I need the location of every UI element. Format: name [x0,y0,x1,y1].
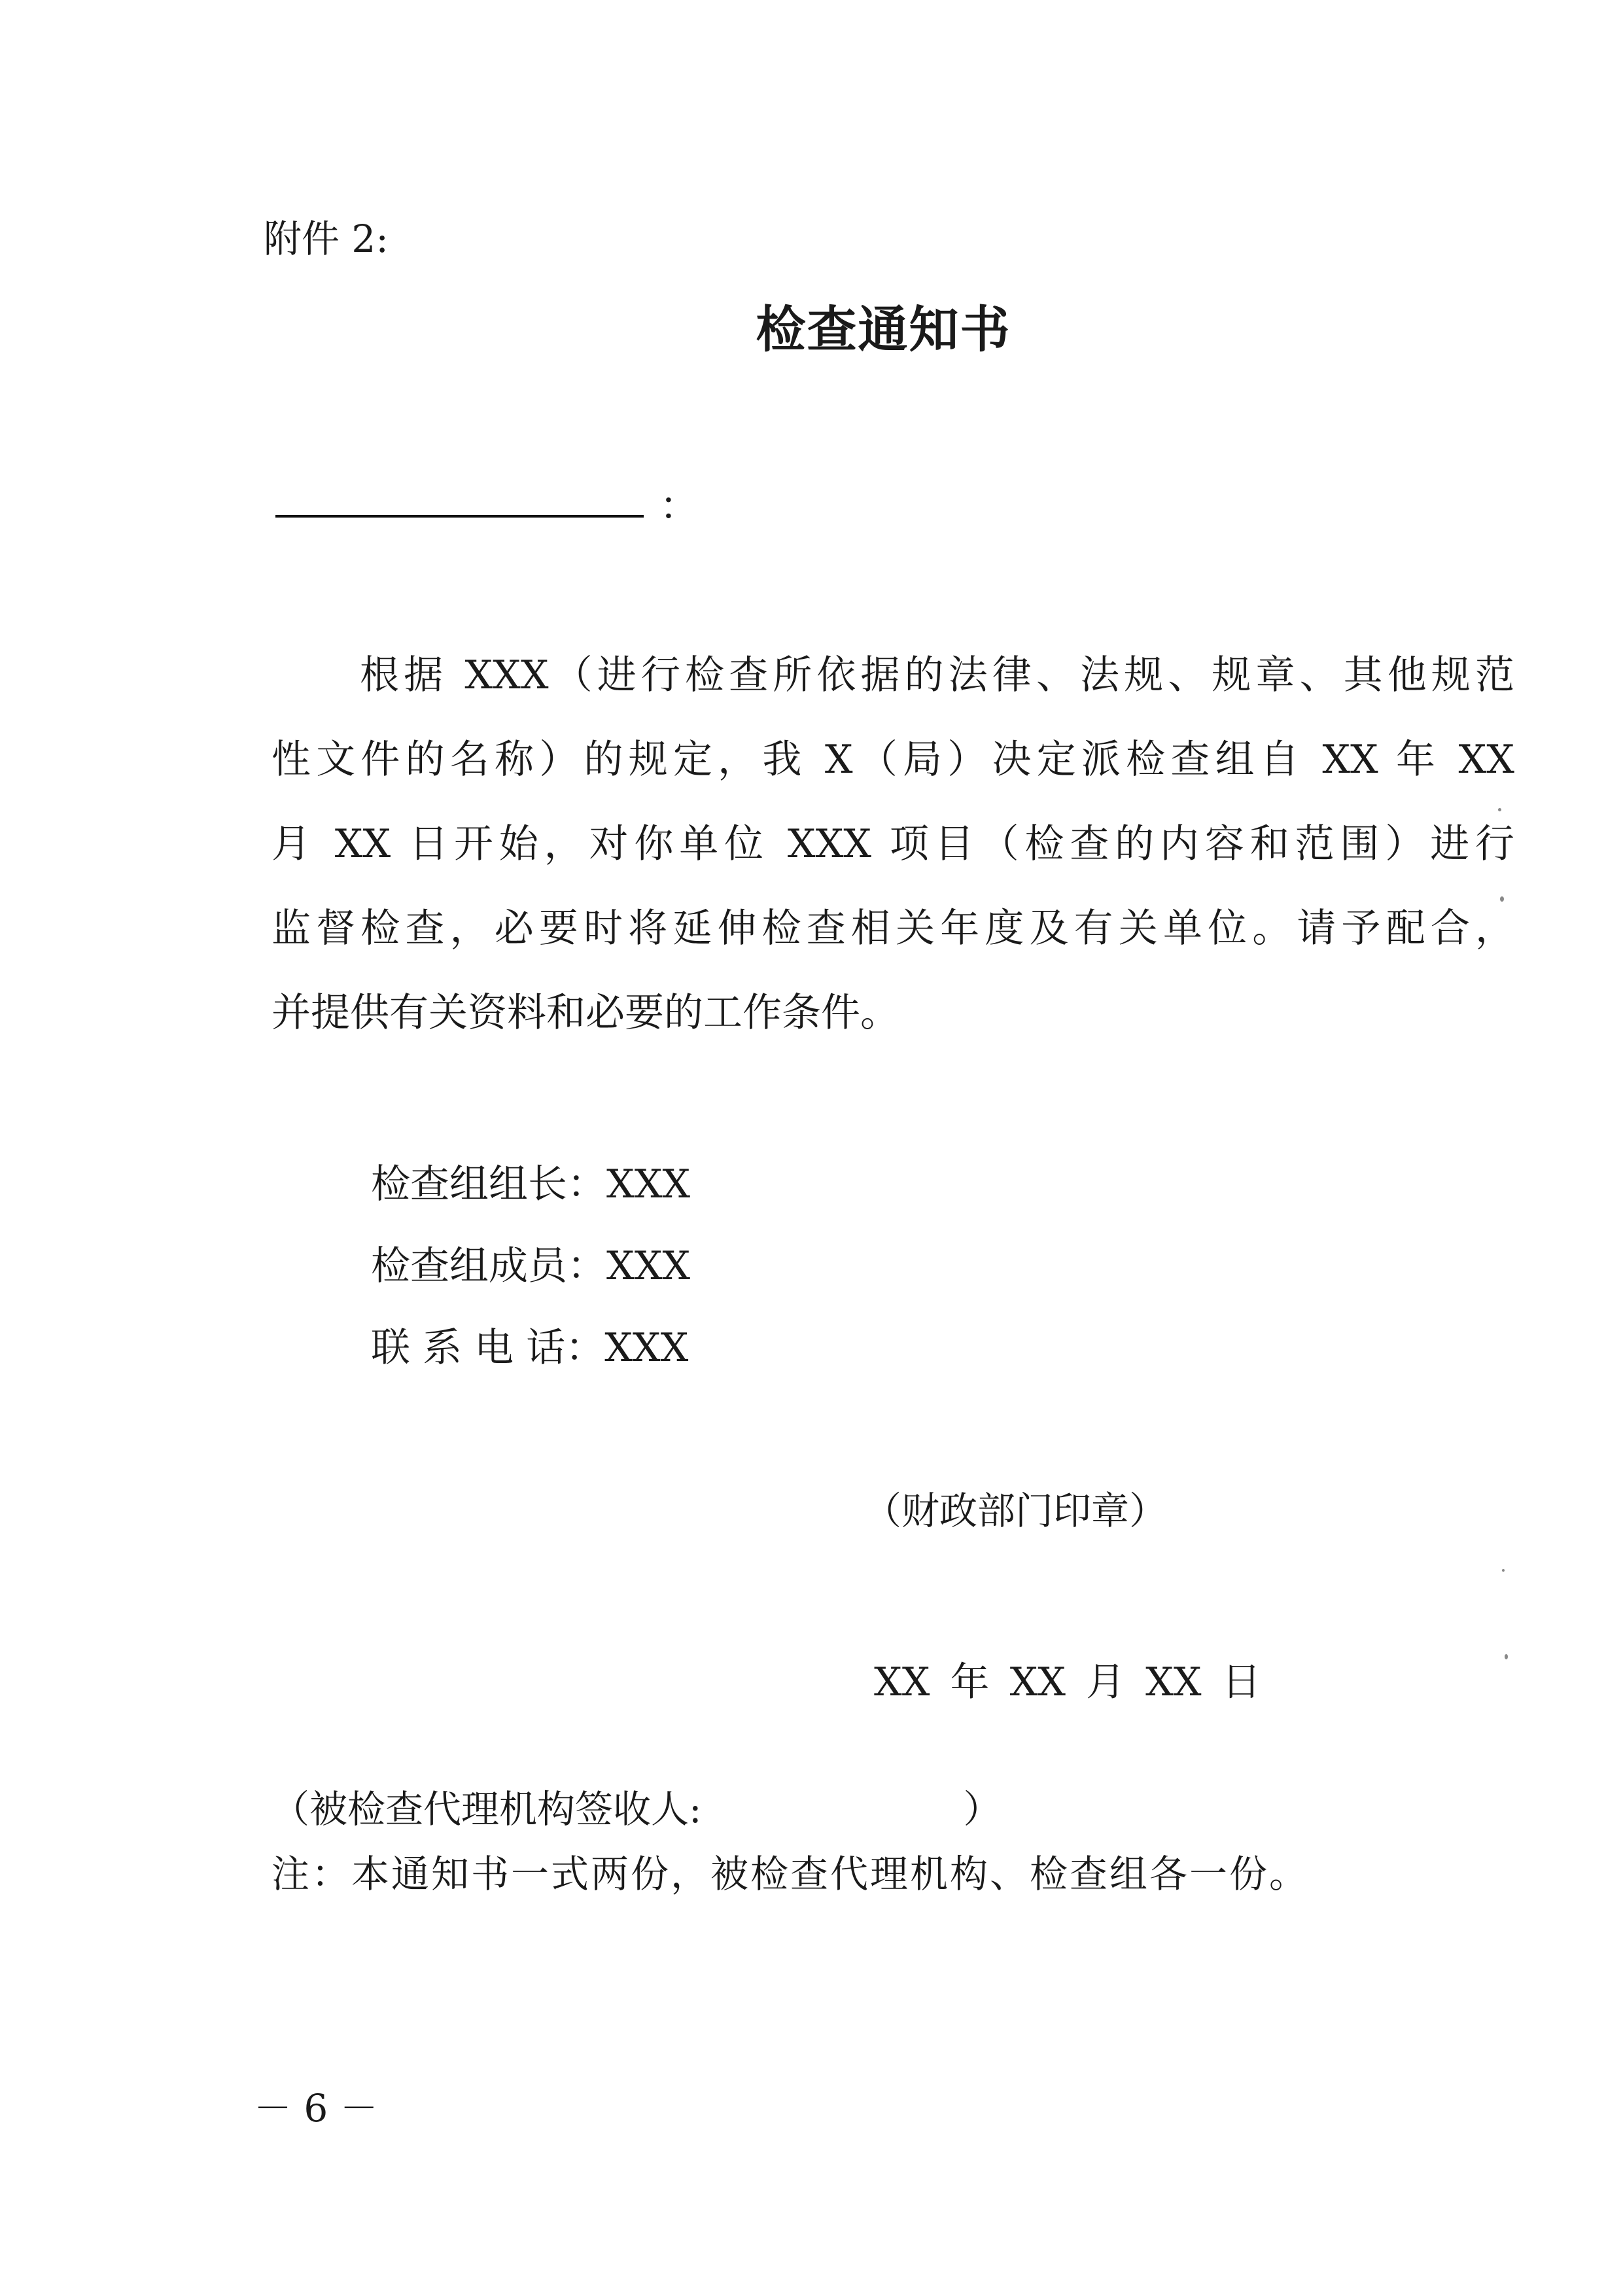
contact-team-leader [371,1153,690,1209]
contact-value: XXX [606,1161,691,1207]
body-paragraph [271,633,1514,1055]
scan-speck [1498,808,1501,811]
page-number: － 6 － [254,2086,378,2130]
contact-phone [371,1316,688,1373]
document-title: 检查通知书 [756,300,1011,359]
recipient-colon: ： [659,484,699,529]
contact-label: 检查组组长： [371,1161,606,1207]
body-line: 并提供有关资料和必要的工作条件。 [271,990,899,1036]
body-line: 根据 XXX（进行检查所依据的法律、法规、规章、其他规范 [360,652,1514,698]
seal-note: （财政部门印章） [864,1489,1168,1533]
contact-label: 检查组成员： [371,1243,606,1289]
body-line: 月 XX 日开始，对你单位 XXX 项目（检查的内容和范围）进行 [271,821,1514,867]
footnote: 注：本通知书一式两份，被检查代理机构、检查组各一份。 [271,1852,1310,1896]
body-line: 性文件的名称）的规定，我 X（局）决定派检查组自 XX 年 XX [271,737,1514,783]
attachment-label: 附件 2: [264,217,389,261]
scan-speck [1505,1654,1508,1659]
issue-date: XX 年 XX 月 XX 日 [874,1659,1261,1705]
scan-speck [1500,896,1504,902]
recipient-blank-line [275,515,644,518]
signee-close: ） [963,1787,1002,1831]
signee-line [271,1778,1002,1833]
signee-label: （被检查代理机构签收人: [271,1787,702,1831]
contact-value: XXX [604,1325,689,1371]
scan-speck [1502,1569,1505,1572]
contact-team-members [371,1235,690,1291]
contact-label: 联 系 电 话： [371,1325,605,1371]
body-line: 监督检查，必要时将延伸检查相关年度及有关单位。请予配合， [271,906,1514,951]
contact-value: XXX [606,1243,691,1289]
